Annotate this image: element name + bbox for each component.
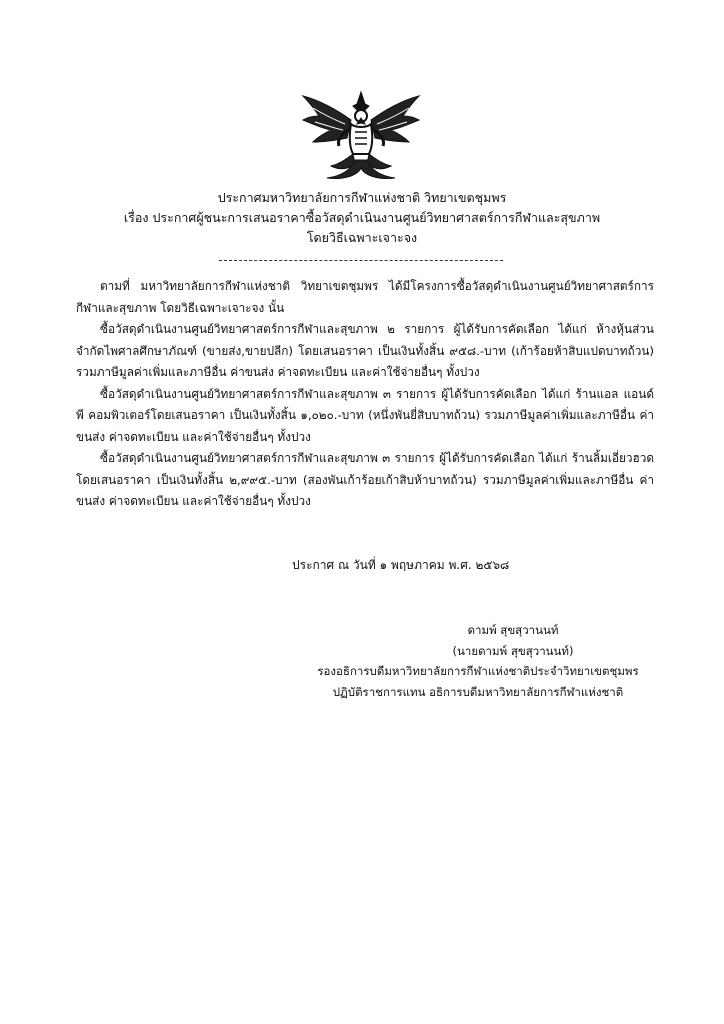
issuer-line: ประกาศมหาวิทยาลัยการกีฬาแห่งชาติ วิทยาเขตชุมพร	[217, 190, 507, 205]
announcement-date: ประกาศ ณ วันที่ ๑ พฤษภาคม พ.ศ. ๒๕๖๘	[292, 558, 510, 572]
signature-block	[298, 620, 658, 702]
signer-position: รองอธิการบดีมหาวิทยาลัยการกีฬาแห่งชาติประจำวิทยาเขตชุมพร	[317, 664, 639, 678]
announcement-body	[76, 276, 654, 513]
award-paragraph: ซื้อวัสดุดำเนินงานศูนย์วิทยาศาสตร์การกีฬาและสุขภาพ ๒ รายการ ผู้ได้รับการคัดเลือก ได้แก่ ห้างหุ้นส่วนจำกัดไพศาลศึกษาภัณฑ์ (ขายส่ง,ขายปลีก) โดยเสนอราคา เป็นเงินทั้งสิ้น ๙๕๘.-บาท (เก้าร้อยห้าสิบแปดบาทถ้วน) รวมภาษีมูลค่าเพิ่มและภาษีอื่น ค่าขนส่ง ค่าจดทะเบียน และค่าใช้จ่ายอื่นๆ ทั้งปวง	[76, 322, 654, 379]
acting-position: ปฏิบัติราชการแทน อธิการบดีมหาวิทยาลัยการกีฬาแห่งชาติ	[332, 684, 624, 699]
intro-paragraph: ตามที่ มหาวิทยาลัยการกีฬาแห่งชาติ วิทยาเขตชุมพร ได้มีโครงการซื้อวัสดุดำเนินงานศูนย์วิทยาศาสตร์การกีฬาและสุขภาพ โดยวิธีเฉพาะเจาะจง นั้น	[76, 279, 654, 315]
signed-name: ดามพ์ สุขสุวานนท์	[467, 623, 559, 637]
subject-line: เรื่อง ประกาศผู้ชนะการเสนอราคาซื้อวัสดุดำเนินงานศูนย์วิทยาศาสตร์การกีฬาและสุขภาพ	[123, 210, 601, 225]
announcement-heading	[0, 188, 724, 248]
award-paragraph: ซื้อวัสดุดำเนินงานศูนย์วิทยาศาสตร์การกีฬาและสุขภาพ ๓ รายการ ผู้ได้รับการคัดเลือก ได้แก่ ร้านแอล แอนด์ พี คอมพิวเตอร์โดยเสนอราคา เป็นเงินทั้งสิ้น ๑,๐๒๐.-บาท (หนึ่งพันยี่สิบบาทถ้วน) รวมภาษีมูลค่าเพิ่มและภาษีอื่น ค่าขนส่ง ค่าจดทะเบียน และค่าใช้จ่ายอื่นๆ ทั้งปวง	[76, 386, 654, 444]
divider	[219, 260, 503, 261]
garuda-emblem-icon	[297, 90, 425, 182]
printed-name: (นายดามพ์ สุขสุวานนท์)	[452, 643, 574, 658]
method-line: โดยวิธีเฉพาะเจาะจง	[306, 230, 418, 245]
award-paragraph: ซื้อวัสดุดำเนินงานศูนย์วิทยาศาสตร์การกีฬาและสุขภาพ ๓ รายการ ผู้ได้รับการคัดเลือก ได้แก่ ร้านลิ้มเอี่ยวฮวด โดยเสนอราคา เป็นเงินทั้งสิ้น ๒,๙๙๕.-บาท (สองพันเก้าร้อยเก้าสิบห้าบาทถ้วน) รวมภาษีมูลค่าเพิ่มและภาษีอื่น ค่าขนส่ง ค่าจดทะเบียน และค่าใช้จ่ายอื่นๆ ทั้งปวง	[76, 451, 654, 508]
